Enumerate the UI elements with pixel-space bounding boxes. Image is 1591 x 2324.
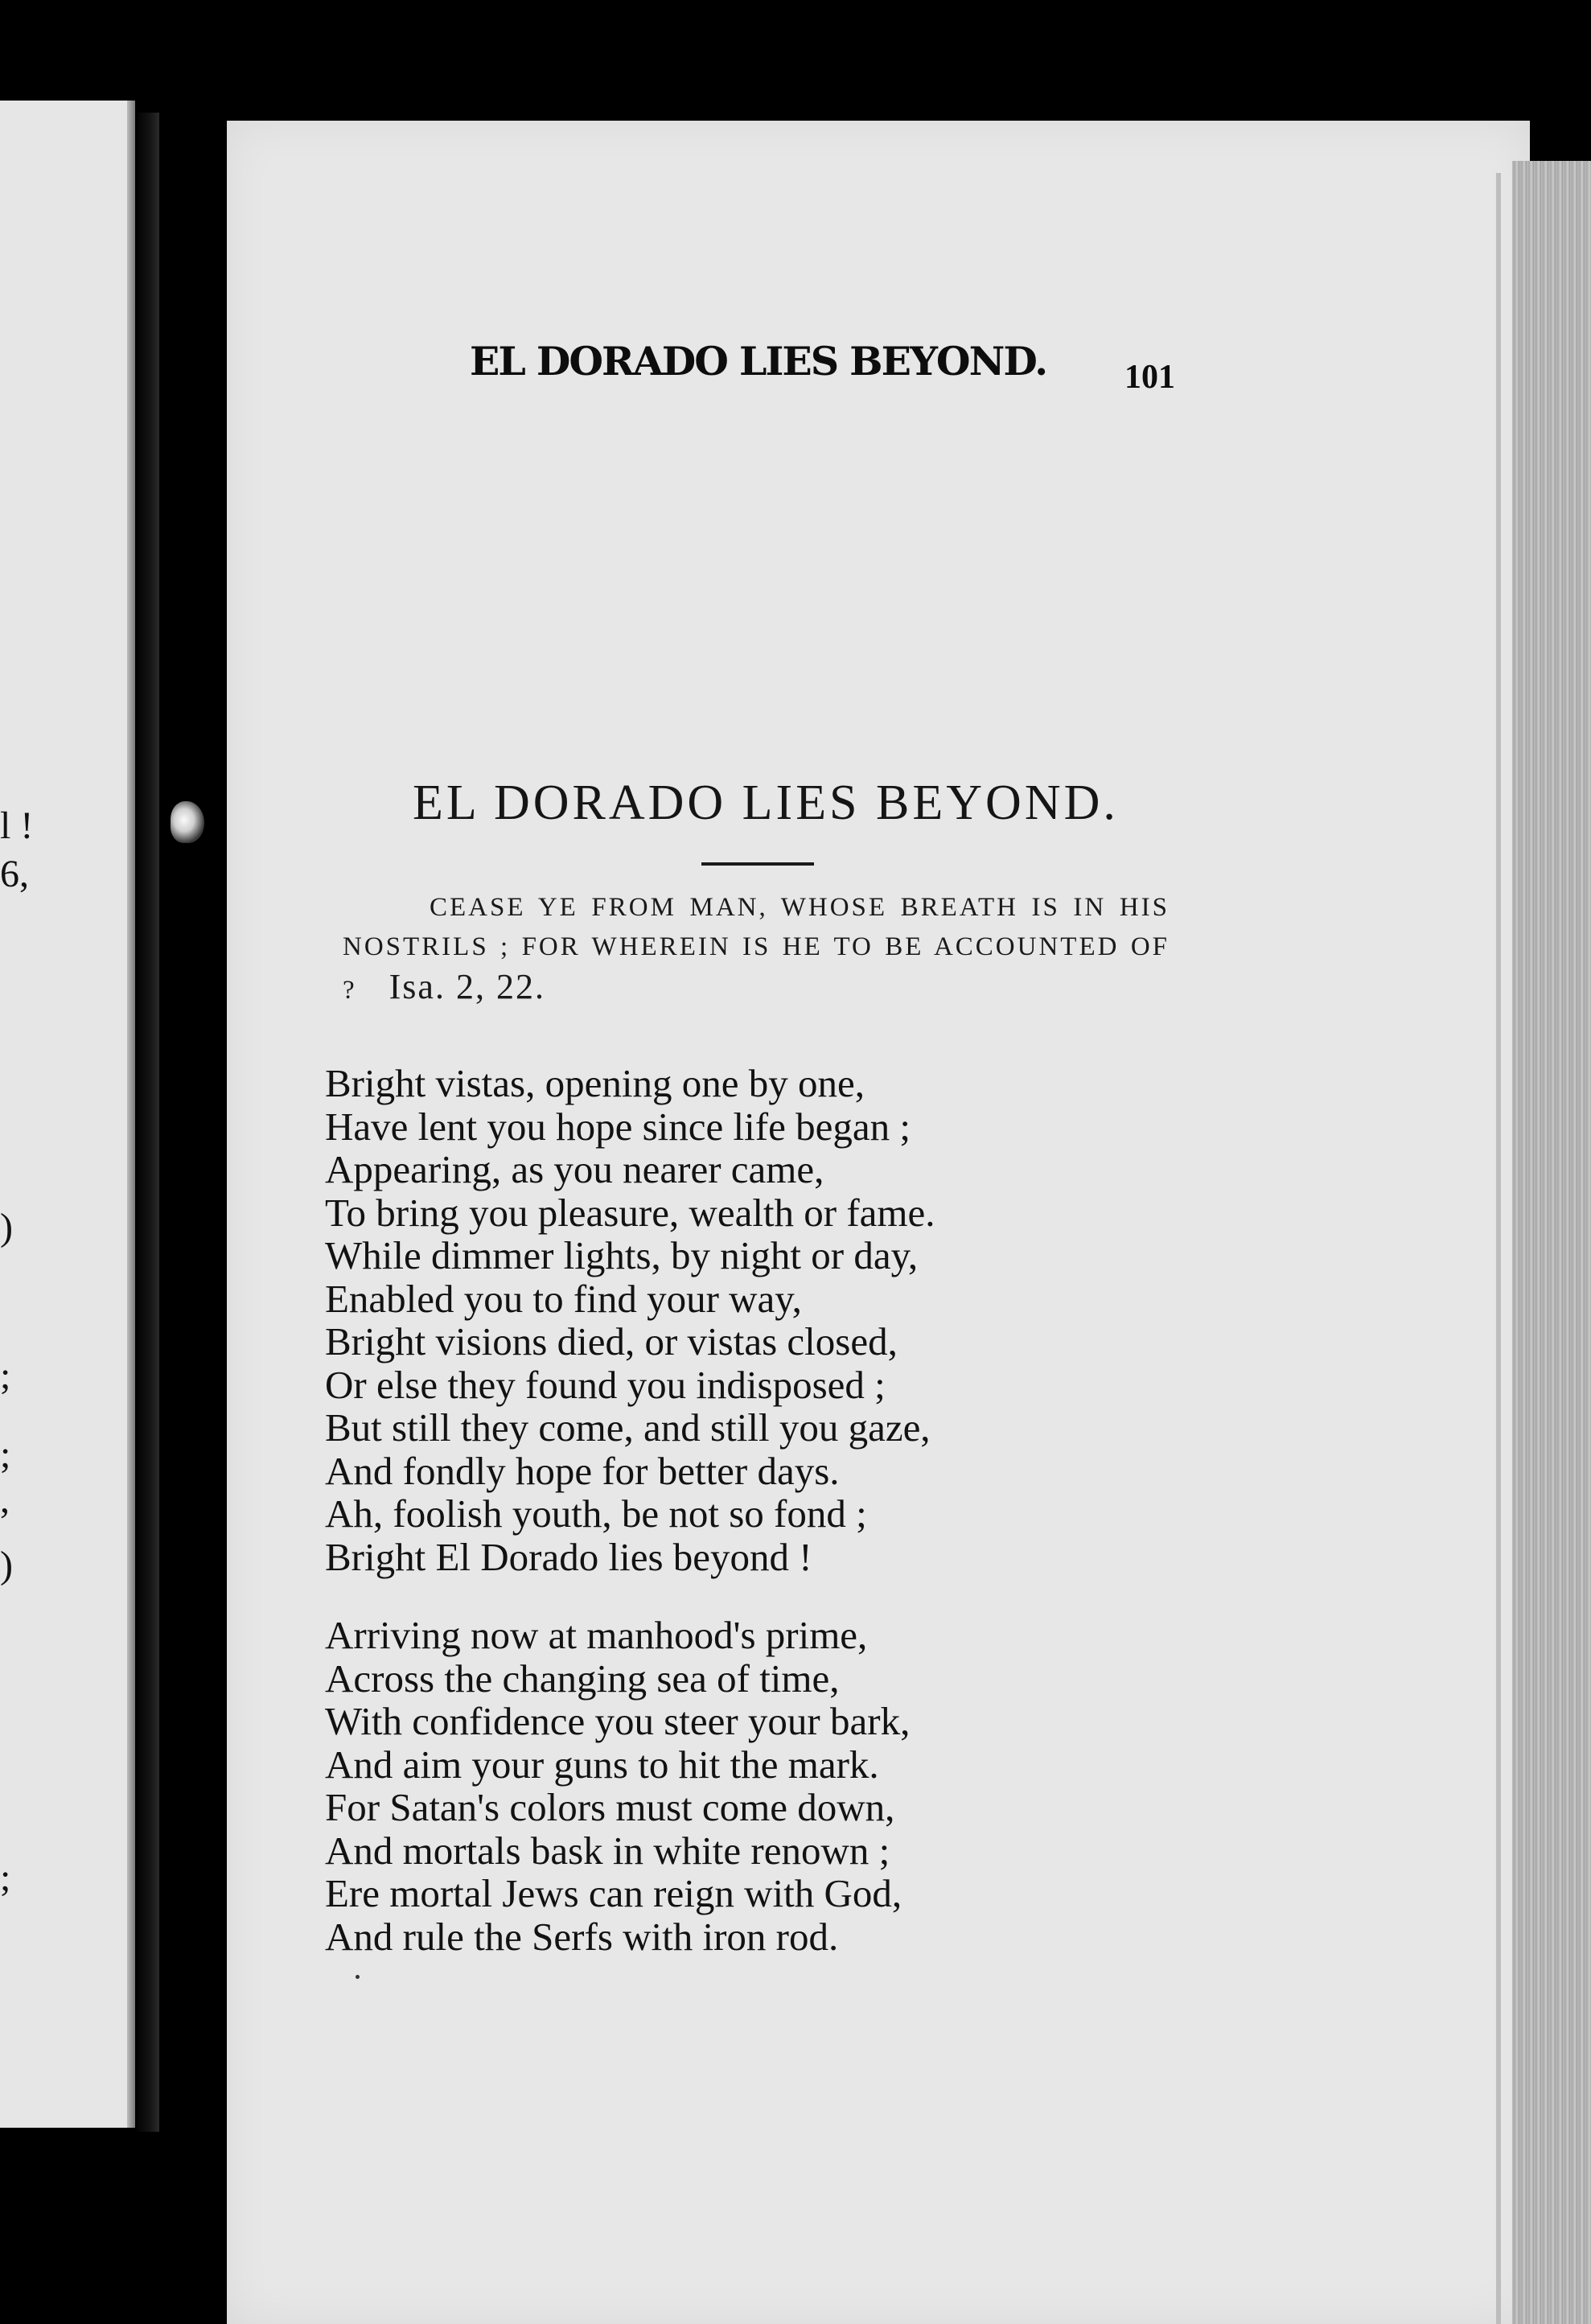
- poem-line: And mortals bask in white renown ;: [325, 1828, 890, 1873]
- poem-line: And aim your guns to hit the mark.: [325, 1742, 879, 1787]
- left-page-fragment: ,: [0, 1479, 10, 1521]
- poem-line: Appearing, as you nearer came,: [325, 1147, 824, 1191]
- poem-title: EL DORADO LIES BEYOND.: [413, 775, 1119, 830]
- poem-line: While dimmer lights, by night or day,: [325, 1233, 919, 1277]
- left-page-fragment: ): [0, 1206, 13, 1248]
- page-stack-edge: [1512, 161, 1591, 2324]
- poem-line: Bright El Dorado lies beyond !: [325, 1534, 812, 1579]
- poem-line: Bright visions died, or vistas closed,: [325, 1319, 898, 1364]
- epigraph-reference: Isa. 2, 22.: [388, 967, 545, 1006]
- page-number: 101: [1124, 359, 1175, 396]
- left-page-edge: [127, 101, 135, 2128]
- stanza-2: [325, 1614, 910, 1958]
- epigraph: [343, 888, 1170, 1010]
- poem-line: And rule the Serfs with iron rod.: [325, 1914, 839, 1959]
- poem-line: With confidence you steer your bark,: [325, 1699, 911, 1743]
- poem-line: Have lent you hope since life began ;: [325, 1104, 911, 1149]
- poem-line: For Satan's colors must come down,: [325, 1785, 895, 1829]
- spine-blemish: [171, 801, 204, 843]
- page-edge-line: [1496, 173, 1501, 2324]
- title-rule: [701, 862, 814, 866]
- poem-line: And fondly hope for better days.: [325, 1448, 840, 1493]
- ink-speck: [356, 1975, 360, 1979]
- left-page-fragment: ;: [0, 1355, 11, 1397]
- left-page-fragment: ;: [0, 1433, 11, 1476]
- left-page-fragment: l !: [0, 804, 34, 847]
- poem-line: Or else they found you indisposed ;: [325, 1362, 886, 1407]
- left-page-fragment: ;: [0, 1857, 11, 1899]
- left-page-fragment: 6,: [0, 853, 29, 895]
- poem-line: Ere mortal Jews can reign with God,: [325, 1871, 902, 1915]
- poem-line: But still they come, and still you gaze,: [325, 1405, 931, 1450]
- poem-line: Bright vistas, opening one by one,: [325, 1061, 865, 1105]
- left-page-fragment: ): [0, 1544, 13, 1586]
- poem-line: Ah, foolish youth, be not so fond ;: [325, 1491, 867, 1536]
- epigraph-text: CEASE YE FROM MAN, WHOSE BREATH IS IN HIS NOSTRILS ; FOR WHEREIN IS HE TO BE ACCOUNTED OF ?: [343, 893, 1170, 1005]
- stanza-1: [325, 1062, 935, 1578]
- poem-line: Across the changing sea of time,: [325, 1656, 840, 1701]
- poem-line: Arriving now at manhood's prime,: [325, 1613, 868, 1657]
- poem-line: To bring you pleasure, wealth or fame.: [325, 1190, 935, 1235]
- left-page: [0, 101, 135, 2128]
- running-head: EL DORADO LIES BEYOND.: [470, 338, 1047, 385]
- book-spine: [135, 113, 159, 2132]
- poem-line: Enabled you to find your way,: [325, 1276, 802, 1321]
